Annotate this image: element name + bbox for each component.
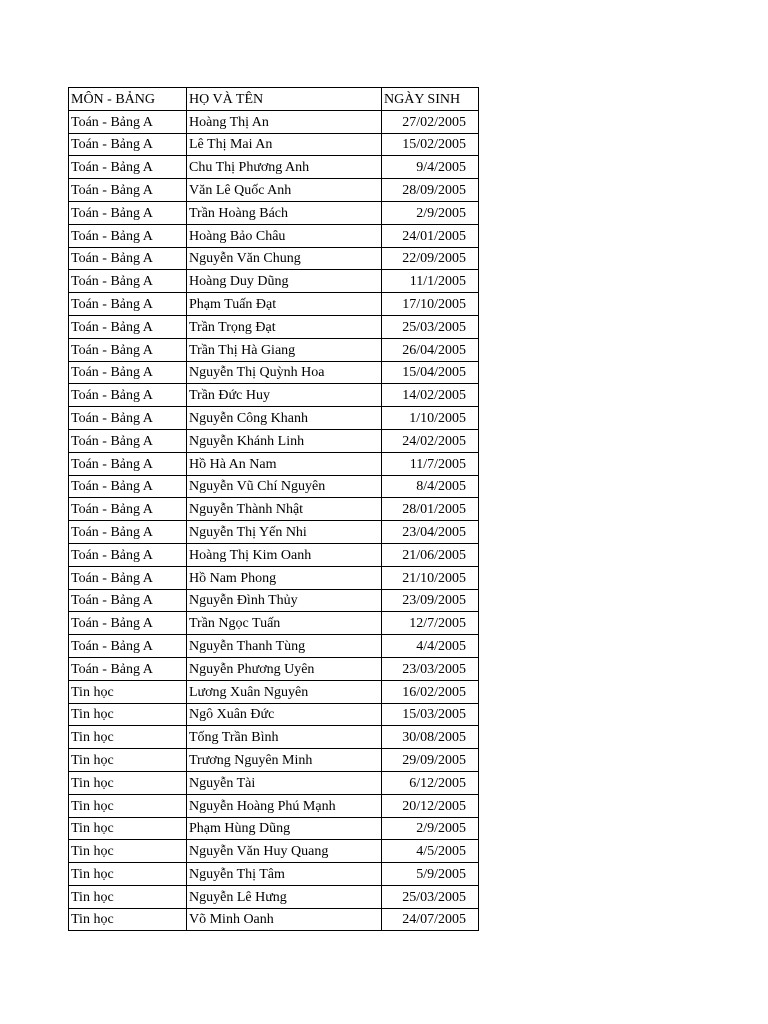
cell-birth-date: 30/08/2005 <box>382 726 479 749</box>
cell-birth-date: 24/02/2005 <box>382 429 479 452</box>
cell-subject: Toán - Bảng A <box>69 315 187 338</box>
table-row <box>69 247 479 270</box>
cell-birth-date: 5/9/2005 <box>382 863 479 886</box>
cell-birth-date: 12/7/2005 <box>382 612 479 635</box>
cell-full-name: Tống Trần Bình <box>187 726 382 749</box>
table-row <box>69 521 479 544</box>
cell-full-name: Trần Trọng Đạt <box>187 315 382 338</box>
cell-birth-date: 23/03/2005 <box>382 657 479 680</box>
table-row <box>69 407 479 430</box>
cell-birth-date: 11/7/2005 <box>382 452 479 475</box>
cell-subject: Toán - Bảng A <box>69 293 187 316</box>
cell-birth-date: 15/03/2005 <box>382 703 479 726</box>
cell-full-name: Lê Thị Mai An <box>187 133 382 156</box>
cell-birth-date: 9/4/2005 <box>382 156 479 179</box>
cell-birth-date: 11/1/2005 <box>382 270 479 293</box>
header-subject: MÔN - BẢNG <box>69 88 187 111</box>
cell-full-name: Trương Nguyên Minh <box>187 749 382 772</box>
cell-subject: Toán - Bảng A <box>69 270 187 293</box>
cell-full-name: Trần Hoàng Bách <box>187 201 382 224</box>
cell-subject: Toán - Bảng A <box>69 110 187 133</box>
cell-full-name: Nguyễn Lê Hưng <box>187 885 382 908</box>
table-row <box>69 794 479 817</box>
table-row <box>69 771 479 794</box>
cell-full-name: Hồ Nam Phong <box>187 566 382 589</box>
cell-birth-date: 22/09/2005 <box>382 247 479 270</box>
table-row <box>69 749 479 772</box>
cell-birth-date: 27/02/2005 <box>382 110 479 133</box>
cell-full-name: Chu Thị Phương Anh <box>187 156 382 179</box>
table-row <box>69 338 479 361</box>
cell-full-name: Nguyễn Văn Chung <box>187 247 382 270</box>
cell-subject: Tin học <box>69 817 187 840</box>
cell-birth-date: 15/04/2005 <box>382 361 479 384</box>
cell-birth-date: 25/03/2005 <box>382 885 479 908</box>
header-full-name: HỌ VÀ TÊN <box>187 88 382 111</box>
cell-birth-date: 17/10/2005 <box>382 293 479 316</box>
cell-full-name: Nguyễn Thành Nhật <box>187 498 382 521</box>
table-row <box>69 384 479 407</box>
cell-full-name: Trần Thị Hà Giang <box>187 338 382 361</box>
cell-subject: Toán - Bảng A <box>69 179 187 202</box>
cell-subject: Toán - Bảng A <box>69 156 187 179</box>
cell-full-name: Trần Đức Huy <box>187 384 382 407</box>
cell-full-name: Nguyễn Khánh Linh <box>187 429 382 452</box>
cell-subject: Toán - Bảng A <box>69 475 187 498</box>
cell-birth-date: 23/09/2005 <box>382 589 479 612</box>
cell-birth-date: 2/9/2005 <box>382 817 479 840</box>
cell-subject: Tin học <box>69 726 187 749</box>
cell-subject: Toán - Bảng A <box>69 361 187 384</box>
table-row <box>69 270 479 293</box>
table-row <box>69 315 479 338</box>
cell-subject: Toán - Bảng A <box>69 338 187 361</box>
cell-birth-date: 8/4/2005 <box>382 475 479 498</box>
cell-subject: Tin học <box>69 840 187 863</box>
cell-subject: Tin học <box>69 680 187 703</box>
cell-subject: Tin học <box>69 908 187 931</box>
cell-full-name: Phạm Hùng Dũng <box>187 817 382 840</box>
cell-subject: Tin học <box>69 794 187 817</box>
cell-birth-date: 24/01/2005 <box>382 224 479 247</box>
table-row <box>69 885 479 908</box>
cell-full-name: Lương Xuân Nguyên <box>187 680 382 703</box>
cell-full-name: Văn Lê Quốc Anh <box>187 179 382 202</box>
cell-subject: Toán - Bảng A <box>69 543 187 566</box>
table-row <box>69 635 479 658</box>
cell-subject: Tin học <box>69 703 187 726</box>
cell-subject: Toán - Bảng A <box>69 498 187 521</box>
cell-full-name: Hoàng Bảo Châu <box>187 224 382 247</box>
cell-birth-date: 1/10/2005 <box>382 407 479 430</box>
table-row <box>69 133 479 156</box>
cell-birth-date: 2/9/2005 <box>382 201 479 224</box>
table-row <box>69 726 479 749</box>
table-row <box>69 452 479 475</box>
cell-subject: Toán - Bảng A <box>69 407 187 430</box>
cell-full-name: Hoàng Thị An <box>187 110 382 133</box>
cell-birth-date: 4/5/2005 <box>382 840 479 863</box>
cell-subject: Tin học <box>69 749 187 772</box>
cell-full-name: Ngô Xuân Đức <box>187 703 382 726</box>
cell-subject: Tin học <box>69 863 187 886</box>
cell-birth-date: 4/4/2005 <box>382 635 479 658</box>
table-row <box>69 498 479 521</box>
cell-birth-date: 25/03/2005 <box>382 315 479 338</box>
cell-subject: Toán - Bảng A <box>69 201 187 224</box>
cell-subject: Tin học <box>69 885 187 908</box>
cell-birth-date: 6/12/2005 <box>382 771 479 794</box>
cell-full-name: Nguyễn Đình Thủy <box>187 589 382 612</box>
cell-subject: Toán - Bảng A <box>69 452 187 475</box>
cell-birth-date: 21/06/2005 <box>382 543 479 566</box>
cell-full-name: Nguyễn Hoàng Phú Mạnh <box>187 794 382 817</box>
cell-birth-date: 23/04/2005 <box>382 521 479 544</box>
table-row <box>69 566 479 589</box>
student-list-sheet <box>68 87 479 931</box>
table-row <box>69 475 479 498</box>
cell-subject: Toán - Bảng A <box>69 133 187 156</box>
table-row <box>69 703 479 726</box>
cell-full-name: Nguyễn Công Khanh <box>187 407 382 430</box>
cell-full-name: Nguyễn Thanh Tùng <box>187 635 382 658</box>
table-body <box>69 110 479 931</box>
cell-subject: Toán - Bảng A <box>69 429 187 452</box>
header-birth-date: NGÀY SINH <box>382 88 479 111</box>
cell-full-name: Nguyễn Vũ Chí Nguyên <box>187 475 382 498</box>
cell-subject: Toán - Bảng A <box>69 635 187 658</box>
cell-subject: Toán - Bảng A <box>69 612 187 635</box>
cell-subject: Toán - Bảng A <box>69 566 187 589</box>
cell-subject: Toán - Bảng A <box>69 384 187 407</box>
cell-birth-date: 20/12/2005 <box>382 794 479 817</box>
table-row <box>69 817 479 840</box>
table-row <box>69 293 479 316</box>
table-row <box>69 908 479 931</box>
table-row <box>69 224 479 247</box>
table-row <box>69 156 479 179</box>
student-table <box>68 87 479 931</box>
cell-full-name: Nguyễn Tài <box>187 771 382 794</box>
cell-birth-date: 28/09/2005 <box>382 179 479 202</box>
table-row <box>69 680 479 703</box>
cell-subject: Toán - Bảng A <box>69 247 187 270</box>
header-row <box>69 88 479 111</box>
table-row <box>69 201 479 224</box>
cell-subject: Toán - Bảng A <box>69 589 187 612</box>
cell-full-name: Hoàng Duy Dũng <box>187 270 382 293</box>
cell-full-name: Nguyễn Phương Uyên <box>187 657 382 680</box>
cell-birth-date: 24/07/2005 <box>382 908 479 931</box>
cell-birth-date: 29/09/2005 <box>382 749 479 772</box>
cell-birth-date: 26/04/2005 <box>382 338 479 361</box>
table-row <box>69 863 479 886</box>
cell-subject: Tin học <box>69 771 187 794</box>
table-row <box>69 110 479 133</box>
cell-birth-date: 16/02/2005 <box>382 680 479 703</box>
table-row <box>69 657 479 680</box>
table-row <box>69 840 479 863</box>
table-row <box>69 543 479 566</box>
cell-birth-date: 28/01/2005 <box>382 498 479 521</box>
cell-subject: Toán - Bảng A <box>69 657 187 680</box>
cell-subject: Toán - Bảng A <box>69 521 187 544</box>
cell-subject: Toán - Bảng A <box>69 224 187 247</box>
table-row <box>69 589 479 612</box>
table-row <box>69 179 479 202</box>
cell-full-name: Trần Ngọc Tuấn <box>187 612 382 635</box>
cell-full-name: Nguyễn Thị Yến Nhi <box>187 521 382 544</box>
table-row <box>69 429 479 452</box>
cell-full-name: Nguyễn Thị Tâm <box>187 863 382 886</box>
cell-birth-date: 21/10/2005 <box>382 566 479 589</box>
cell-full-name: Võ Minh Oanh <box>187 908 382 931</box>
cell-full-name: Hồ Hà An Nam <box>187 452 382 475</box>
cell-birth-date: 15/02/2005 <box>382 133 479 156</box>
cell-birth-date: 14/02/2005 <box>382 384 479 407</box>
cell-full-name: Phạm Tuấn Đạt <box>187 293 382 316</box>
cell-full-name: Nguyễn Thị Quỳnh Hoa <box>187 361 382 384</box>
cell-full-name: Hoàng Thị Kim Oanh <box>187 543 382 566</box>
cell-full-name: Nguyễn Văn Huy Quang <box>187 840 382 863</box>
table-row <box>69 361 479 384</box>
table-row <box>69 612 479 635</box>
